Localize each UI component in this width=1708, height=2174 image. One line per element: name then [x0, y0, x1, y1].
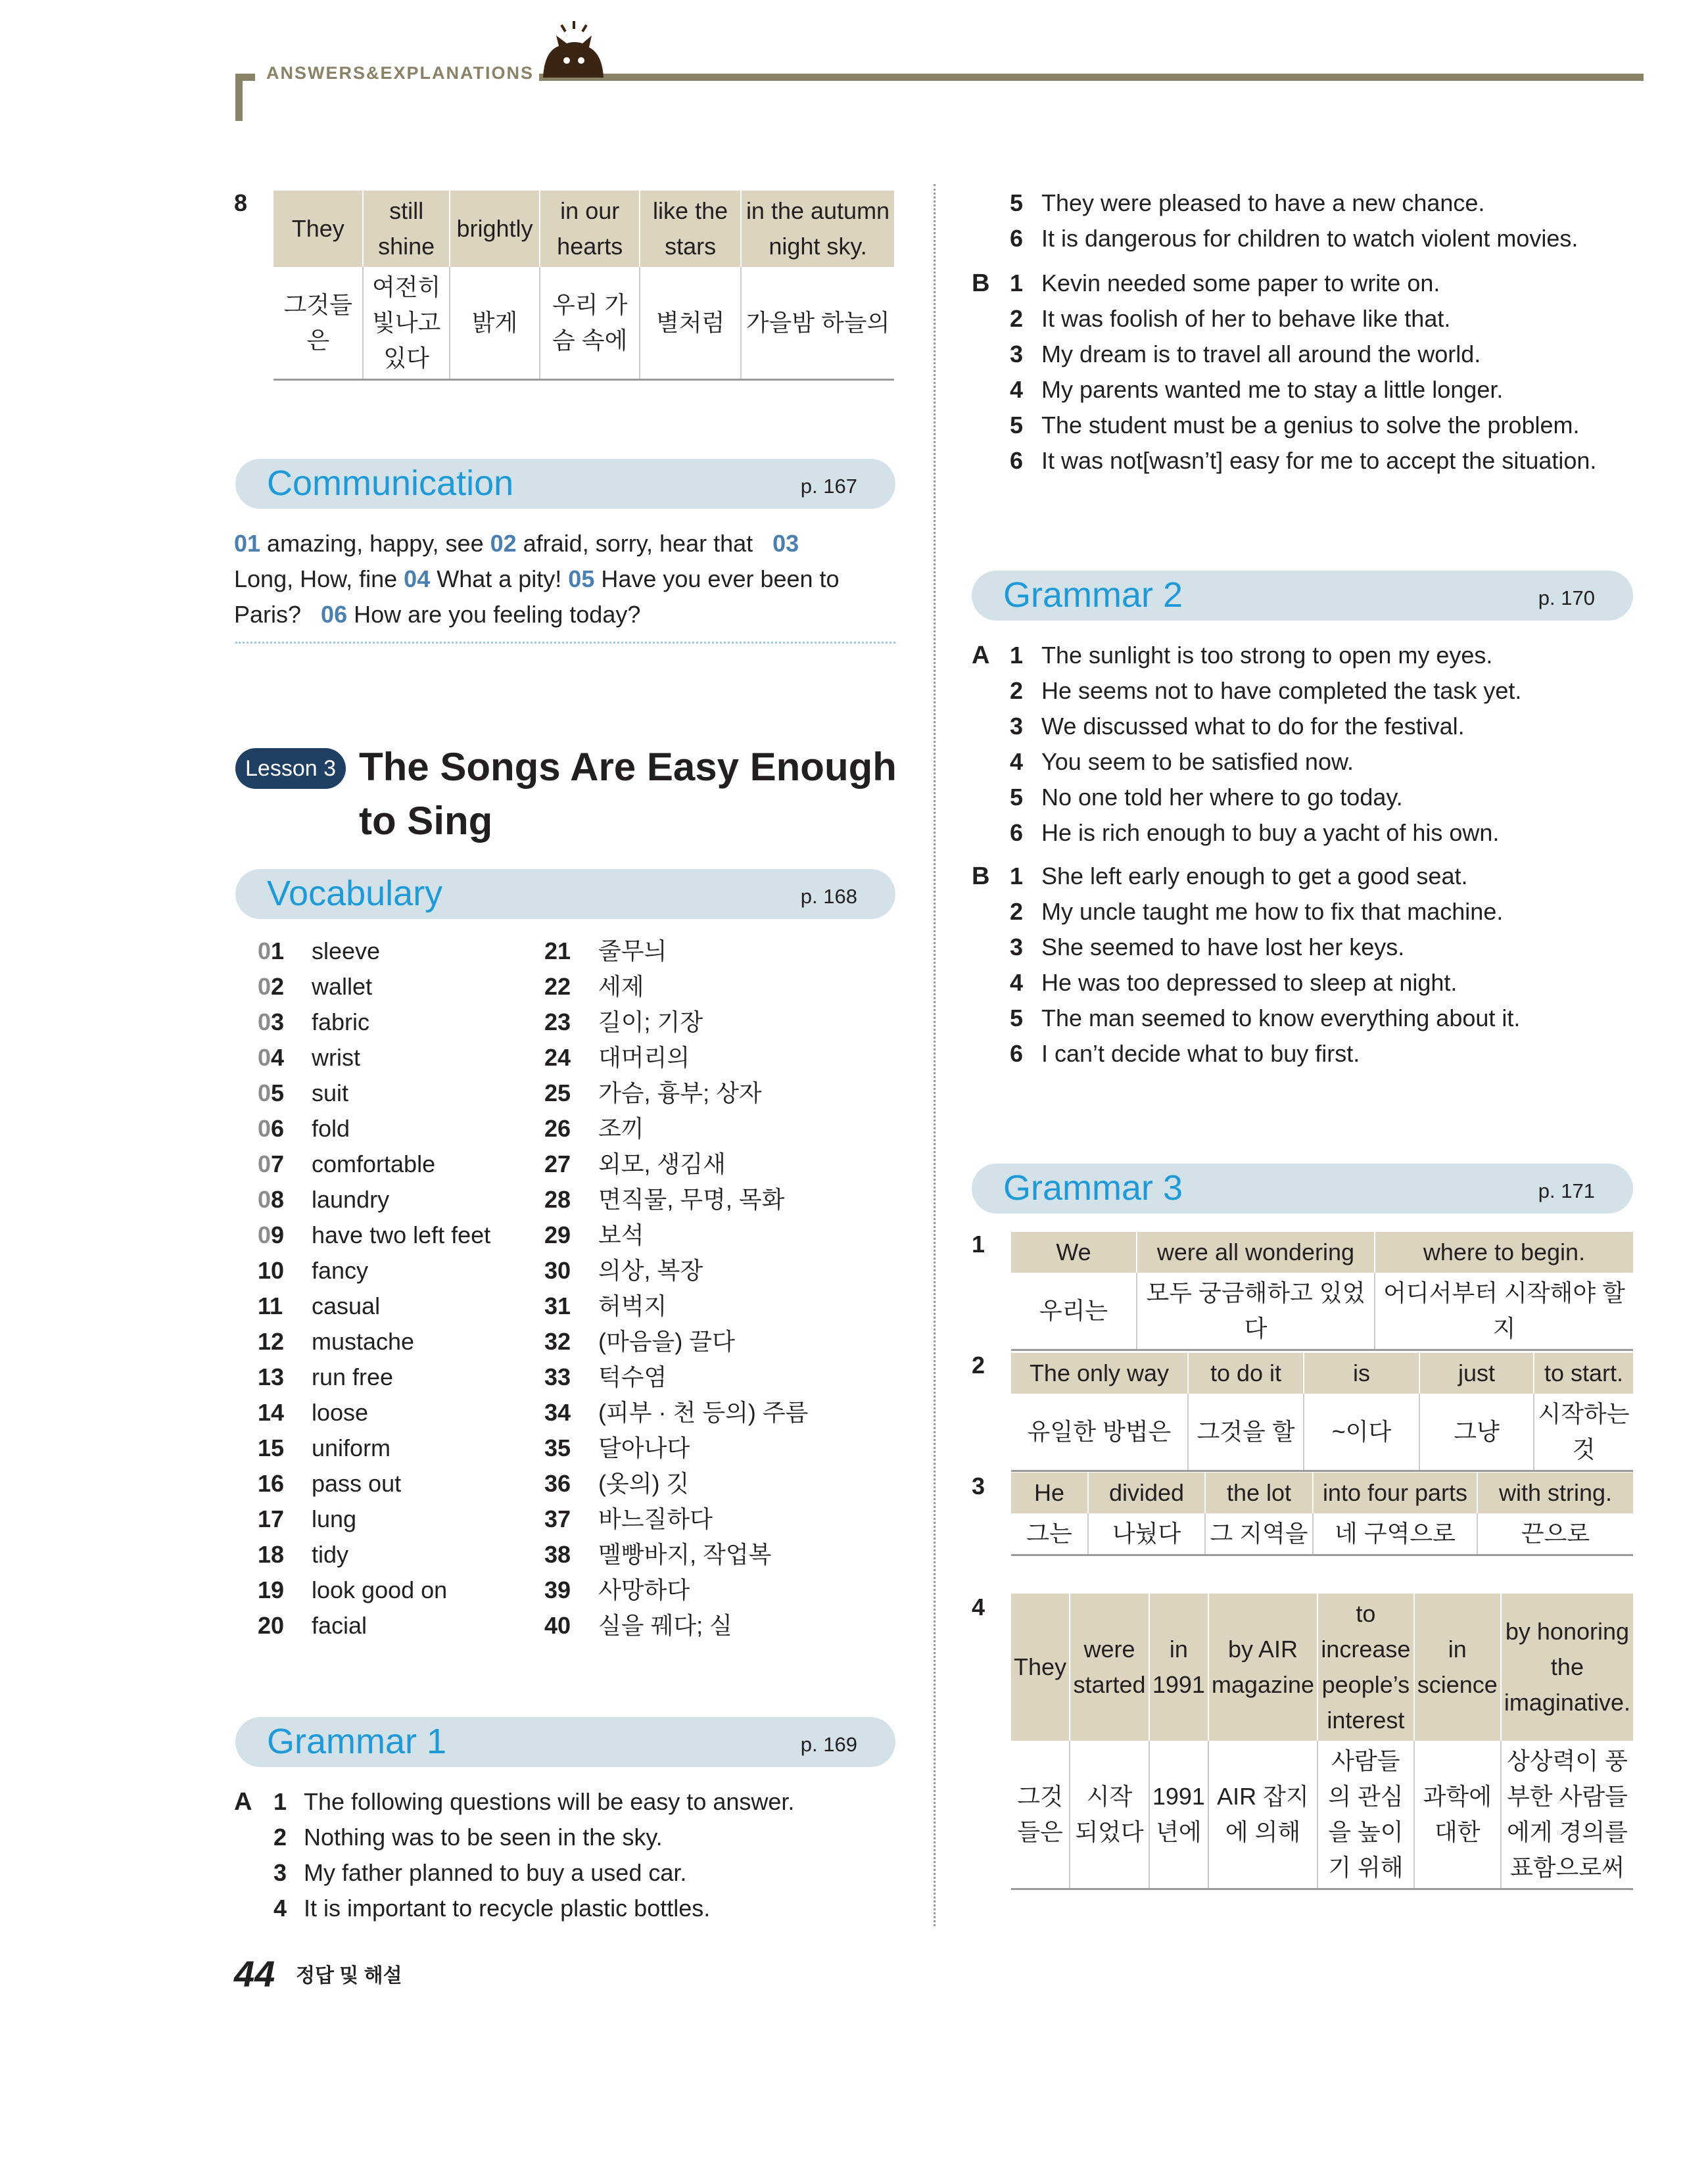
grammar1-b-num-1: 1 — [1010, 270, 1024, 296]
vocab-num-01: 01 — [258, 937, 285, 964]
grammar3-page: p. 171 — [1538, 1179, 1595, 1202]
g3-4-en-4: by AIR magazine — [1208, 1594, 1317, 1741]
vocab-num-24: 24 — [544, 1044, 571, 1071]
header-title: ANSWERS&EXPLANATIONS — [266, 63, 534, 83]
communication-title: Communication — [267, 463, 514, 503]
grammar3-title: Grammar 3 — [1003, 1168, 1183, 1208]
g3-item4-number: 4 — [972, 1594, 985, 1620]
grammar2-b-num-5: 5 — [1010, 1004, 1024, 1031]
vocab-num-05: 05 — [258, 1079, 285, 1106]
vocab-word-30: 의상, 복장 — [598, 1257, 703, 1284]
vocab-word-06: fold — [312, 1115, 350, 1142]
grammar2-b-item-1: She left early enough to get a good seat. — [1041, 863, 1468, 889]
vocab-num-27: 27 — [544, 1150, 571, 1177]
vocab-num-30: 30 — [544, 1257, 571, 1284]
g3-2-en-4: just — [1419, 1353, 1534, 1394]
vocab-word-21: 줄무늬 — [598, 937, 667, 964]
q8-kr-1: 그것들은 — [273, 267, 363, 380]
vocab-num-29: 29 — [544, 1221, 571, 1248]
g3-2-kr-4: 그냥 — [1419, 1394, 1534, 1471]
vocab-word-29: 보석 — [598, 1221, 644, 1248]
grammar2-a-item-6: He is rich enough to buy a yacht of his own. — [1041, 819, 1500, 846]
vocab-num-15: 15 — [258, 1434, 285, 1461]
vocab-num-10: 10 — [258, 1257, 285, 1284]
g3-item3-table — [1011, 1473, 1633, 1556]
grammar2-a-item-5: No one told her where to go today. — [1041, 784, 1403, 811]
q8-en-1: They — [273, 191, 363, 267]
vocab-num-26: 26 — [544, 1115, 571, 1142]
comm-num-06: 06 — [321, 601, 348, 628]
grammar1-a-item-6: It is dangerous for children to watch violent movies. — [1041, 225, 1578, 252]
grammar1-a-item-1: The following questions will be easy to answer. — [304, 1788, 795, 1815]
g3-4-en-6: in science — [1414, 1594, 1501, 1741]
grammar3-bar — [972, 1164, 1633, 1214]
vocab-num-36: 36 — [544, 1470, 571, 1497]
vocab-word-07: comfortable — [312, 1150, 436, 1177]
vocab-num-33: 33 — [544, 1363, 571, 1390]
q8-en-5: like the stars — [640, 191, 741, 267]
vocab-num-21: 21 — [544, 937, 571, 964]
vocab-num-23: 23 — [544, 1008, 571, 1035]
vocab-word-15: uniform — [312, 1434, 391, 1461]
g3-3-en-1: He — [1011, 1473, 1088, 1513]
comm-num-01: 01 — [234, 530, 261, 557]
vocab-word-40: 실을 꿰다; 실 — [598, 1612, 732, 1639]
g3-item4-table — [1011, 1594, 1633, 1890]
g3-1-en-3: where to begin. — [1375, 1232, 1633, 1273]
q8-kr-4: 우리 가슴 속에 — [540, 267, 640, 380]
vocab-num-40: 40 — [544, 1612, 571, 1639]
q8-kr-6: 가을밤 하늘의 — [741, 267, 894, 380]
vocab-word-01: sleeve — [312, 937, 381, 964]
g3-4-en-7: by honoring the imaginative. — [1501, 1594, 1633, 1741]
grammar1-b-item-1: Kevin needed some paper to write on. — [1041, 270, 1440, 296]
grammar2-a-item-4: You seem to be satisfied now. — [1041, 748, 1354, 775]
vocab-num-07: 07 — [258, 1150, 285, 1177]
grammar1-b-item-6: It was not[wasn’t] easy for me to accept the situation. — [1041, 447, 1597, 474]
g3-4-kr-6: 과학에 대한 — [1414, 1741, 1501, 1889]
g3-item2-table — [1011, 1353, 1633, 1472]
grammar2-page: p. 170 — [1538, 586, 1595, 609]
g3-2-en-3: is — [1304, 1353, 1419, 1394]
vocab-word-32: (마음을) 끌다 — [598, 1328, 735, 1355]
vocab-word-10: fancy — [312, 1257, 369, 1284]
vocab-word-35: 달아나다 — [598, 1434, 690, 1461]
q8-en-6: in the autumn night sky. — [741, 191, 894, 267]
comm-text-04: What a pity! — [430, 565, 569, 592]
lesson-badge: Lesson 3 — [235, 748, 346, 789]
g3-2-kr-3: ~이다 — [1304, 1394, 1419, 1471]
grammar1-a-num-2: 2 — [273, 1824, 287, 1851]
grammar2-title: Grammar 2 — [1003, 575, 1183, 615]
grammar2-b-item-2: My uncle taught me how to fix that machine. — [1041, 898, 1504, 925]
grammar1-b-item-4: My parents wanted me to stay a little longer. — [1041, 376, 1504, 403]
g3-3-en-4: into four parts — [1313, 1473, 1477, 1513]
grammar2-a-item-1: The sunlight is too strong to open my eyes. — [1041, 642, 1493, 669]
g3-2-en-2: to do it — [1188, 1353, 1304, 1394]
vocab-num-18: 18 — [258, 1541, 285, 1568]
vocab-word-13: run free — [312, 1363, 394, 1390]
vocab-num-03: 03 — [258, 1008, 285, 1035]
grammar1-a-num-3: 3 — [273, 1859, 287, 1886]
grammar1-b-item-2: It was foolish of her to behave like that. — [1041, 305, 1451, 332]
mascot-icon — [538, 20, 610, 79]
comm-text-05b: Paris? — [234, 601, 308, 628]
g3-3-kr-4: 네 구역으로 — [1313, 1513, 1477, 1555]
g3-3-kr-1: 그는 — [1011, 1513, 1088, 1555]
grammar2-b-num-4: 4 — [1010, 969, 1024, 996]
g3-4-en-5: to increase people’s interest — [1317, 1594, 1414, 1741]
g3-4-kr-3: 1991 년에 — [1149, 1741, 1208, 1889]
vocab-word-38: 멜빵바지, 작업복 — [598, 1541, 772, 1568]
vocab-word-16: pass out — [312, 1470, 402, 1497]
grammar2-a-label: A — [972, 642, 990, 669]
grammar2-bar — [972, 571, 1633, 621]
grammar1-b-label: B — [972, 270, 990, 297]
communication-line-3 — [234, 597, 640, 632]
comm-text-02: afraid, sorry, hear that — [516, 530, 760, 557]
grammar1-b-num-6: 6 — [1010, 447, 1024, 474]
vocab-num-02: 02 — [258, 973, 285, 1000]
vocab-word-02: wallet — [312, 973, 373, 1000]
g3-4-kr-5: 사람들의 관심을 높이기 위해 — [1317, 1741, 1414, 1889]
grammar1-a-item-2: Nothing was to be seen in the sky. — [304, 1824, 663, 1851]
vocab-word-18: tidy — [312, 1541, 349, 1568]
grammar2-b-num-3: 3 — [1010, 933, 1024, 960]
comm-num-03: 03 — [772, 530, 799, 557]
q8-en-3: brightly — [450, 191, 540, 267]
g3-3-en-5: with string. — [1477, 1473, 1633, 1513]
vocab-word-26: 조끼 — [598, 1115, 644, 1142]
g3-1-kr-3: 어디서부터 시작해야 할지 — [1375, 1273, 1633, 1350]
vocab-word-19: look good on — [312, 1576, 448, 1603]
grammar1-a-num-5: 5 — [1010, 189, 1024, 216]
q8-table — [273, 191, 894, 381]
grammar2-a-item-3: We discussed what to do for the festival. — [1041, 713, 1465, 740]
column-divider — [934, 184, 936, 1926]
lesson-title-line-2: to Sing — [359, 799, 493, 843]
header-corner-top — [235, 74, 255, 81]
vocabulary-bar — [235, 869, 895, 919]
grammar1-a-item-3: My father planned to buy a used car. — [304, 1859, 687, 1886]
grammar1-bar — [235, 1717, 895, 1767]
vocab-word-33: 턱수염 — [598, 1363, 667, 1390]
g3-3-kr-3: 그 지역을 — [1205, 1513, 1313, 1555]
g3-3-kr-2: 나눴다 — [1088, 1513, 1205, 1555]
header-rule — [539, 74, 1644, 81]
g3-4-kr-2: 시작 되었다 — [1070, 1741, 1149, 1889]
q8-kr-5: 별처럼 — [640, 267, 741, 380]
vocab-num-20: 20 — [258, 1612, 285, 1639]
q8-en-2: still shine — [363, 191, 449, 267]
vocab-num-22: 22 — [544, 973, 571, 1000]
vocab-num-06: 06 — [258, 1115, 285, 1142]
comm-text-03: Long, How, fine — [234, 565, 404, 592]
vocab-num-31: 31 — [544, 1292, 571, 1319]
g3-1-kr-1: 우리는 — [1011, 1273, 1137, 1350]
grammar1-b-num-2: 2 — [1010, 305, 1024, 332]
vocab-num-16: 16 — [258, 1470, 285, 1497]
vocab-word-14: loose — [312, 1399, 369, 1426]
grammar1-page: p. 169 — [800, 1733, 857, 1756]
communication-page: p. 167 — [800, 475, 857, 498]
g3-1-kr-2: 모두 궁금해하고 있었다 — [1137, 1273, 1375, 1350]
g3-2-kr-5: 시작하는 것 — [1534, 1394, 1633, 1471]
vocab-word-03: fabric — [312, 1008, 370, 1035]
g3-4-en-3: in 1991 — [1149, 1594, 1208, 1741]
grammar1-a-num-4: 4 — [273, 1895, 287, 1922]
g3-2-en-1: The only way — [1011, 1353, 1188, 1394]
vocab-num-32: 32 — [544, 1328, 571, 1355]
vocab-word-11: casual — [312, 1292, 381, 1319]
vocab-word-34: (피부 · 천 등의) 주름 — [598, 1399, 809, 1426]
vocab-word-22: 세제 — [598, 973, 644, 1000]
g3-2-en-5: to start. — [1534, 1353, 1633, 1394]
comm-text-06: How are you feeling today? — [347, 601, 641, 628]
grammar1-a-item-4: It is important to recycle plastic bottles. — [304, 1895, 711, 1922]
vocab-num-38: 38 — [544, 1541, 571, 1568]
vocab-num-13: 13 — [258, 1363, 285, 1390]
g3-4-kr-7: 상상력이 풍부한 사람들에게 경의를 표함으로써 — [1501, 1741, 1633, 1889]
vocab-word-05: suit — [312, 1079, 349, 1106]
grammar1-a-num-1: 1 — [273, 1788, 287, 1815]
grammar1-b-item-5: The student must be a genius to solve the problem. — [1041, 412, 1580, 438]
q8-kr-3: 밝게 — [450, 267, 540, 380]
grammar1-a-label: A — [234, 1788, 252, 1816]
g3-4-kr-1: 그것들은 — [1011, 1741, 1070, 1889]
vocab-num-39: 39 — [544, 1576, 571, 1603]
grammar1-a-item-5: They were pleased to have a new chance. — [1041, 189, 1485, 216]
g3-4-en-1: They — [1011, 1594, 1070, 1741]
comm-text-01: amazing, happy, see — [260, 530, 490, 557]
vocab-num-08: 08 — [258, 1186, 285, 1213]
vocab-word-25: 가슴, 흉부; 상자 — [598, 1079, 762, 1106]
communication-bar — [235, 459, 895, 509]
grammar2-b-num-2: 2 — [1010, 898, 1024, 925]
g3-item1-number: 1 — [972, 1231, 985, 1258]
g3-4-en-2: were started — [1070, 1594, 1149, 1741]
vocab-num-04: 04 — [258, 1044, 285, 1071]
vocab-word-12: mustache — [312, 1328, 415, 1355]
q8-en-4: in our hearts — [540, 191, 640, 267]
grammar2-b-num-6: 6 — [1010, 1040, 1024, 1067]
vocab-word-36: (옷의) 깃 — [598, 1470, 690, 1497]
g3-item3-number: 3 — [972, 1473, 985, 1500]
grammar2-a-num-2: 2 — [1010, 677, 1024, 704]
page-number: 44 — [234, 1953, 275, 1995]
grammar2-b-num-1: 1 — [1010, 863, 1024, 889]
vocab-num-35: 35 — [544, 1434, 571, 1461]
grammar2-a-num-4: 4 — [1010, 748, 1024, 775]
grammar2-b-item-6: I can’t decide what to buy first. — [1041, 1040, 1360, 1067]
comm-num-02: 02 — [490, 530, 517, 557]
vocab-num-17: 17 — [258, 1505, 285, 1532]
g3-3-kr-5: 끈으로 — [1477, 1513, 1633, 1555]
grammar1-a-num-6: 6 — [1010, 225, 1024, 252]
grammar1-b-num-4: 4 — [1010, 376, 1024, 403]
communication-divider — [235, 642, 895, 644]
vocab-word-09: have two left feet — [312, 1221, 491, 1248]
vocab-word-23: 길이; 기장 — [598, 1008, 703, 1035]
grammar2-a-num-5: 5 — [1010, 784, 1024, 811]
grammar2-a-num-6: 6 — [1010, 819, 1024, 846]
q8-kr-2: 여전히 빛나고 있다 — [363, 267, 449, 380]
vocab-num-25: 25 — [544, 1079, 571, 1106]
vocab-word-17: lung — [312, 1505, 357, 1532]
grammar1-b-item-3: My dream is to travel all around the world. — [1041, 341, 1481, 367]
vocab-num-12: 12 — [258, 1328, 285, 1355]
vocab-word-28: 면직물, 무명, 목화 — [598, 1186, 785, 1213]
grammar1-b-num-5: 5 — [1010, 412, 1024, 438]
g3-3-en-2: divided — [1088, 1473, 1205, 1513]
vocab-word-04: wrist — [312, 1044, 360, 1071]
vocab-num-37: 37 — [544, 1505, 571, 1532]
comm-num-05: 05 — [568, 565, 595, 592]
grammar2-b-label: B — [972, 863, 990, 890]
vocab-word-27: 외모, 생김새 — [598, 1150, 726, 1177]
comm-num-04: 04 — [404, 565, 431, 592]
grammar2-b-item-3: She seemed to have lost her keys. — [1041, 933, 1405, 960]
g3-2-kr-2: 그것을 할 — [1188, 1394, 1304, 1471]
vocabulary-title: Vocabulary — [267, 874, 443, 913]
q8-number: 8 — [234, 189, 248, 216]
g3-3-en-3: the lot — [1205, 1473, 1313, 1513]
grammar1-title: Grammar 1 — [267, 1722, 447, 1761]
g3-2-kr-1: 유일한 방법은 — [1011, 1394, 1188, 1471]
vocabulary-page: p. 168 — [800, 885, 857, 908]
g3-4-kr-4: AIR 잡지에 의해 — [1208, 1741, 1317, 1889]
grammar2-a-item-2: He seems not to have completed the task yet. — [1041, 677, 1522, 704]
vocab-word-08: laundry — [312, 1186, 390, 1213]
vocab-num-19: 19 — [258, 1576, 285, 1603]
grammar2-a-num-1: 1 — [1010, 642, 1024, 669]
footer-label: 정답 및 해설 — [296, 1965, 402, 1987]
lesson-title-line-1: The Songs Are Easy Enough — [359, 745, 897, 789]
communication-line-2 — [234, 561, 840, 597]
grammar1-b-num-3: 3 — [1010, 341, 1024, 367]
vocab-num-11: 11 — [258, 1292, 283, 1319]
vocab-num-14: 14 — [258, 1399, 285, 1426]
grammar2-b-item-5: The man seemed to know everything about it. — [1041, 1004, 1521, 1031]
vocab-word-37: 바느질하다 — [598, 1505, 713, 1532]
vocab-word-39: 사망하다 — [598, 1576, 690, 1603]
vocab-word-20: facial — [312, 1612, 368, 1639]
vocab-num-28: 28 — [544, 1186, 571, 1213]
vocab-num-09: 09 — [258, 1221, 285, 1248]
comm-text-05: Have you ever been to — [594, 565, 840, 592]
g3-item1-table — [1011, 1232, 1633, 1351]
vocab-word-24: 대머리의 — [598, 1044, 690, 1071]
g3-item2-number: 2 — [972, 1352, 985, 1379]
g3-1-en-2: were all wondering — [1137, 1232, 1375, 1273]
vocab-word-31: 허벅지 — [598, 1292, 667, 1319]
communication-line-1 — [234, 526, 799, 561]
vocab-num-34: 34 — [544, 1399, 571, 1426]
grammar2-b-item-4: He was too depressed to sleep at night. — [1041, 969, 1458, 996]
grammar2-a-num-3: 3 — [1010, 713, 1024, 740]
g3-1-en-1: We — [1011, 1232, 1137, 1273]
